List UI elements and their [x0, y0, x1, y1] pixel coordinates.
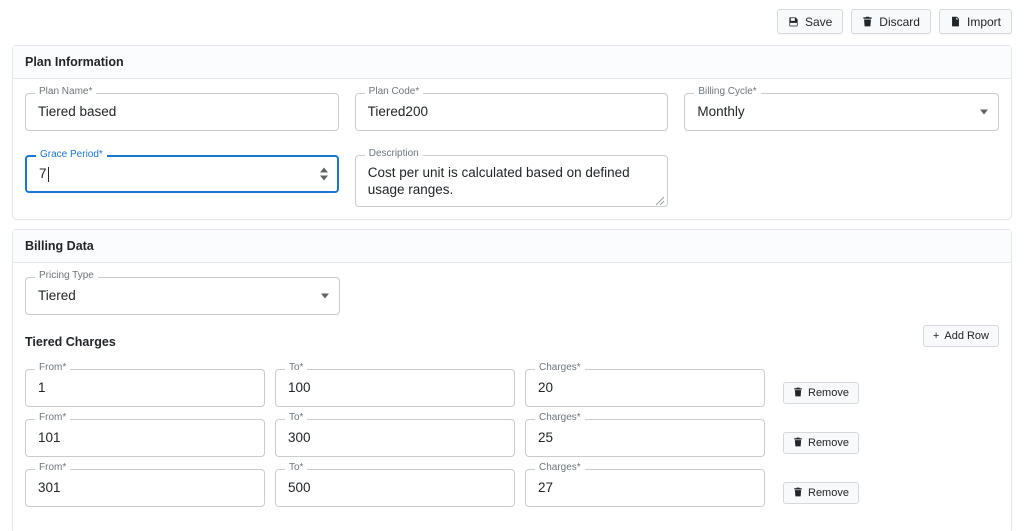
save-button[interactable]: [777, 9, 843, 34]
description-textarea[interactable]: [355, 148, 669, 207]
tier-charges-field[interactable]: [525, 362, 765, 407]
chevron-down-icon[interactable]: [321, 294, 329, 299]
tier-charges-value: 20: [538, 381, 554, 395]
tier-charges-value: 27: [538, 481, 554, 495]
pricing-type-value: Tiered: [38, 289, 76, 303]
top-toolbar: [0, 0, 1024, 36]
tier-from-field[interactable]: [25, 412, 265, 457]
plan-name-value: Tiered based: [38, 105, 117, 119]
plan-information-row-1: [25, 86, 999, 131]
chevron-down-icon[interactable]: [980, 110, 988, 115]
discard-button[interactable]: [851, 9, 931, 34]
remove-row-button-label: Remove: [808, 437, 849, 449]
stepper-arrows[interactable]: [320, 168, 328, 181]
remove-row-button[interactable]: [783, 382, 859, 404]
import-icon: [950, 16, 961, 27]
remove-row-button-label: Remove: [808, 387, 849, 399]
tier-from-label: From*: [35, 413, 70, 423]
remove-row-button-label: Remove: [808, 487, 849, 499]
plan-name-label: Plan Name*: [35, 87, 96, 97]
plus-icon: +: [932, 330, 940, 342]
plan-information-card: [12, 45, 1012, 220]
tier-to-label: To*: [285, 413, 307, 423]
billing-data-body: [13, 263, 1011, 531]
tier-charges-value: 25: [538, 431, 554, 445]
discard-button-label: Discard: [879, 14, 920, 29]
grace-period-label: Grace Period*: [36, 150, 107, 160]
tier-from-label: From*: [35, 363, 70, 373]
remove-row-button[interactable]: [783, 432, 859, 454]
tier-to-value: 300: [288, 431, 311, 445]
trash-icon: [793, 387, 803, 400]
save-button-label: Save: [804, 14, 833, 29]
tier-from-value: 1: [38, 381, 46, 395]
tier-to-field[interactable]: [275, 412, 515, 457]
billing-data-card: [12, 229, 1012, 531]
tiered-charges-header: [25, 315, 999, 357]
tier-from-label: From*: [35, 463, 70, 473]
billing-cycle-label: Billing Cycle*: [694, 87, 760, 97]
tier-to-label: To*: [285, 463, 307, 473]
text-caret: [48, 167, 49, 182]
tier-from-value: 101: [38, 431, 61, 445]
trash-icon: [793, 487, 803, 500]
trash-icon: [862, 16, 873, 27]
save-icon: [788, 16, 799, 27]
tier-from-field[interactable]: [25, 362, 265, 407]
table-row: [25, 412, 999, 457]
tier-to-value: 500: [288, 481, 311, 495]
description-value: Cost per unit is calculated based on defined usage ranges.: [367, 165, 630, 197]
tier-charges-label: Charges*: [535, 413, 585, 423]
add-row-button-label: Add Row: [944, 330, 989, 342]
import-button[interactable]: [939, 9, 1012, 34]
plan-information-title: Plan Information: [13, 46, 1011, 79]
plan-code-field[interactable]: [355, 86, 669, 131]
tier-from-field[interactable]: [25, 462, 265, 507]
billing-data-title: Billing Data: [13, 230, 1011, 263]
tier-from-value: 301: [38, 481, 61, 495]
table-row: [25, 362, 999, 407]
description-label: Description: [365, 149, 423, 159]
billing-cycle-select[interactable]: [684, 86, 999, 131]
resize-handle-icon[interactable]: [655, 194, 665, 204]
trash-icon: [793, 437, 803, 450]
tier-to-field[interactable]: [275, 362, 515, 407]
tier-charges-field[interactable]: [525, 462, 765, 507]
tier-charges-label: Charges*: [535, 363, 585, 373]
import-button-label: Import: [966, 14, 1001, 29]
grace-period-value: 7: [39, 167, 47, 181]
pricing-type-label: Pricing Type: [35, 271, 98, 281]
tier-to-label: To*: [285, 363, 307, 373]
plan-code-value: Tiered200: [367, 105, 428, 119]
tiered-charges-title: Tiered Charges: [25, 335, 116, 349]
plan-code-label: Plan Code*: [365, 87, 424, 97]
plan-information-body: [13, 79, 1011, 219]
tier-charges-field[interactable]: [525, 412, 765, 457]
pricing-type-select[interactable]: [25, 270, 340, 315]
table-row: [25, 462, 999, 507]
plan-name-field[interactable]: [25, 86, 339, 131]
billing-cycle-value: Monthly: [697, 105, 745, 119]
tier-to-field[interactable]: [275, 462, 515, 507]
plan-information-row-2: [25, 148, 999, 207]
tier-to-value: 100: [288, 381, 311, 395]
tier-charges-label: Charges*: [535, 463, 585, 473]
add-row-button[interactable]: [923, 325, 999, 347]
grace-period-stepper[interactable]: [25, 149, 339, 193]
remove-row-button[interactable]: [783, 482, 859, 504]
